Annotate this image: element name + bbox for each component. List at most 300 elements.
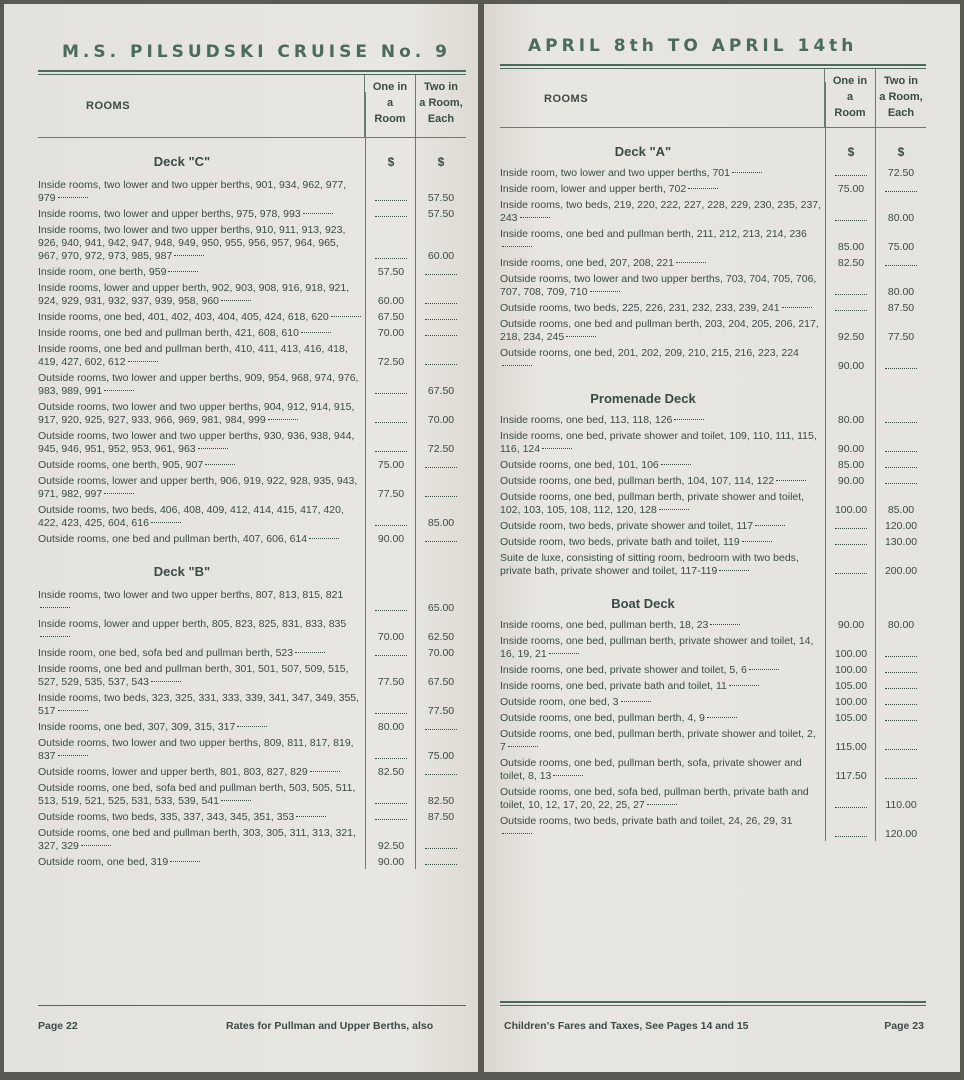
rate-one-in-room: [366, 602, 416, 615]
room-description: [38, 618, 366, 644]
room-description: [500, 430, 826, 456]
rate-row: [38, 827, 466, 853]
room-description-text: Outside rooms, one bed, pullman berth, private shower and toilet, 2, 7: [500, 728, 816, 753]
room-description: [38, 811, 366, 824]
rooms-header: ROOMS: [86, 100, 131, 112]
rate-row: [500, 183, 926, 196]
rate-two-in-room: 75.00: [427, 750, 455, 762]
rate-row: [500, 257, 926, 270]
room-description: [38, 533, 366, 546]
room-description: [38, 282, 366, 308]
room-description: [38, 647, 366, 660]
room-description-text: Inside rooms, one bed and pullman berth, 211, 212, 213, 214, 236: [500, 228, 807, 240]
rate-one-in-room: [826, 828, 876, 841]
rate-row: [38, 811, 466, 824]
rate-row: [38, 266, 466, 279]
two-in-room-header: [875, 69, 926, 127]
header-line: One in: [832, 75, 868, 87]
room-description-text: Inside rooms, lower and upper berth, 902, 903, 908, 916, 918, 921, 924, 929, 931, 932, 937, 939, 958, 960: [38, 282, 350, 307]
room-description-text: Outside rooms, lower and upper berth, 801, 803, 827, 829: [38, 766, 308, 778]
room-description: [500, 757, 826, 783]
room-description-text: Inside rooms, one bed, pullman berth, 18, 23: [500, 619, 709, 631]
rate-row: [38, 766, 466, 779]
room-description-text: Outside rooms, two lower and two upper berths, 930, 936, 938, 944, 945, 946, 951, 952, 953, 961, 963: [38, 430, 355, 455]
rate-two-in-room: 67.50: [427, 676, 455, 688]
leader-dots: [198, 448, 228, 449]
footer-rule: [500, 1001, 926, 1006]
rate-two-in-room: 72.50: [427, 443, 455, 455]
room-description: [500, 302, 826, 315]
leader-dots: [659, 509, 689, 510]
leader-dots: [502, 246, 532, 247]
rate-one-in-room: 75.00: [837, 183, 865, 195]
rate-one-in-room: [826, 565, 876, 578]
header-line: Two in: [883, 75, 918, 87]
room-description-text: Inside rooms, two beds, 323, 325, 331, 333, 339, 341, 347, 349, 355, 517: [38, 692, 360, 717]
rate-row: [500, 619, 926, 632]
room-description: [38, 459, 366, 472]
rate-one-in-room: [366, 443, 416, 456]
rate-two-in-room: 77.50: [887, 331, 915, 343]
room-description-text: Outside rooms, one bed, pullman berth, 4, 9: [500, 712, 705, 724]
currency-symbol: $: [847, 144, 855, 159]
room-description: [500, 536, 826, 549]
room-description-text: Outside rooms, two lower and upper berths, 909, 954, 968, 974, 976, 983, 989, 991: [38, 372, 359, 397]
room-description-text: Outside rooms, two beds, 335, 337, 343, 345, 351, 353: [38, 811, 295, 823]
rate-two-in-room: [876, 741, 926, 754]
room-description: [500, 520, 826, 533]
header-line: a Room,: [419, 97, 463, 109]
room-description-text: Outside rooms, one bed, sofa bed, pullman berth, private bath and toilet, 10, 12, 17, 20, 22, 25, 27: [500, 786, 809, 811]
room-description-text: Outside room, one bed, 319: [38, 856, 169, 868]
rate-two-in-room: 60.00: [427, 250, 455, 262]
room-description: [500, 815, 826, 841]
rate-row: [500, 302, 926, 315]
room-description: [500, 475, 826, 488]
room-description-text: Outside rooms, one bed, pullman berth, 104, 107, 114, 122: [500, 475, 775, 487]
rate-two-in-room: [876, 360, 926, 373]
leader-dots: [732, 172, 762, 173]
rate-row: [38, 208, 466, 221]
room-description-text: Inside room, lower and upper berth, 702: [500, 183, 687, 195]
room-description: [500, 459, 826, 472]
rate-row: [500, 318, 926, 344]
deck-name: Promenade Deck: [590, 391, 696, 406]
leader-dots: [710, 624, 740, 625]
rate-one-in-room: 85.00: [837, 241, 865, 253]
room-description: [500, 199, 826, 225]
currency-symbol: $: [387, 154, 395, 169]
room-description-text: Outside rooms, two lower and two upper berths, 904, 912, 914, 915, 917, 920, 925, 927, 933, 966, 969, 981, 984, 999: [38, 401, 355, 426]
room-description: [500, 635, 826, 661]
leader-dots: [566, 336, 596, 337]
table-header: [500, 69, 926, 128]
room-description-text: Outside rooms, one bed, pullman berth, private shower and toilet, 102, 103, 105, 108, 112, 120, 128: [500, 491, 805, 516]
rate-one-in-room: 90.00: [377, 856, 405, 868]
room-description: [500, 318, 826, 344]
rate-row: [38, 459, 466, 472]
rate-two-in-room: 70.00: [427, 414, 455, 426]
room-description: [38, 856, 366, 869]
rate-one-in-room: 72.50: [377, 356, 405, 368]
room-description: [500, 273, 826, 299]
rate-two-in-room: 120.00: [884, 828, 918, 840]
leader-dots: [296, 816, 326, 817]
rate-row: [500, 475, 926, 488]
footer-rule: [38, 1005, 466, 1006]
rate-row: [500, 680, 926, 693]
rate-one-in-room: 82.50: [377, 766, 405, 778]
rate-one-in-room: 100.00: [834, 664, 868, 676]
rate-row: [38, 475, 466, 501]
rate-one-in-room: [366, 750, 416, 763]
room-description: [38, 475, 366, 501]
rate-row: [500, 815, 926, 841]
rate-two-in-room: [876, 443, 926, 456]
leader-dots: [776, 480, 806, 481]
column-rule: [415, 92, 416, 869]
rate-one-in-room: 60.00: [377, 295, 405, 307]
rate-two-in-room: [876, 257, 926, 270]
leader-dots: [674, 419, 704, 420]
leader-dots: [742, 541, 772, 542]
room-description-text: Inside rooms, two beds, 219, 220, 222, 227, 228, 229, 230, 235, 237, 243: [500, 199, 822, 224]
rate-two-in-room: 65.00: [427, 602, 455, 614]
deck-name: Deck "A": [614, 144, 672, 159]
leader-dots: [309, 538, 339, 539]
rate-two-in-room: 200.00: [884, 565, 918, 577]
rate-row: [500, 712, 926, 725]
leader-dots: [621, 701, 651, 702]
rate-one-in-room: 90.00: [837, 619, 865, 631]
leader-dots: [508, 746, 538, 747]
room-description-text: Inside rooms, lower and upper berth, 805, 823, 825, 831, 833, 835: [38, 618, 347, 630]
room-description-text: Outside rooms, one bed and pullman berth, 407, 606, 614: [38, 533, 308, 545]
leader-dots: [590, 291, 620, 292]
room-description-text: Inside room, one berth, 959: [38, 266, 167, 278]
rate-one-in-room: [826, 167, 876, 180]
rate-one-in-room: [826, 286, 876, 299]
leader-dots: [707, 717, 737, 718]
room-description-text: Inside room, one bed, sofa bed and pullman berth, 523: [38, 647, 294, 659]
rooms-header: ROOMS: [544, 93, 589, 105]
page-title: APRIL 8th TO APRIL 14th: [528, 36, 858, 56]
room-description-text: Inside rooms, one bed, 307, 309, 315, 317: [38, 721, 236, 733]
rate-two-in-room: [416, 266, 466, 279]
leader-dots: [237, 726, 267, 727]
room-description: [500, 347, 826, 373]
rate-row: [38, 589, 466, 615]
rate-row: [38, 721, 466, 734]
rate-one-in-room: [366, 192, 416, 205]
rate-row: [38, 533, 466, 546]
leader-dots: [295, 652, 325, 653]
room-description-text: Outside rooms, two beds, private bath and toilet, 24, 26, 29, 31: [500, 815, 793, 827]
rate-one-in-room: [366, 208, 416, 221]
leader-dots: [782, 307, 812, 308]
rate-two-in-room: [416, 721, 466, 734]
header-line: a Room,: [879, 91, 923, 103]
column-rule: [825, 82, 826, 841]
room-description-text: Inside rooms, one bed, private shower and toilet, 5, 6: [500, 664, 747, 676]
rate-two-in-room: [876, 680, 926, 693]
rate-two-in-room: [876, 648, 926, 661]
rate-one-in-room: [366, 517, 416, 530]
room-description-text: Inside rooms, one bed, 207, 208, 221: [500, 257, 674, 269]
rate-row: [38, 343, 466, 369]
leader-dots: [542, 448, 572, 449]
rate-one-in-room: 100.00: [834, 504, 868, 516]
leader-dots: [151, 522, 181, 523]
room-description-text: Outside room, one bed, 3: [500, 696, 619, 708]
rate-one-in-room: [826, 302, 876, 315]
rate-one-in-room: 90.00: [837, 443, 865, 455]
room-description-text: Inside rooms, one bed, 113, 118, 126: [500, 414, 673, 426]
rate-one-in-room: [366, 811, 416, 824]
leader-dots: [647, 804, 677, 805]
leader-dots: [168, 271, 198, 272]
rate-two-in-room: [416, 766, 466, 779]
rates-table: [500, 69, 926, 841]
leader-dots: [549, 653, 579, 654]
room-description: [500, 167, 826, 180]
deck-name: Deck "C": [153, 154, 211, 169]
column-rule: [875, 82, 876, 841]
rate-two-in-room: [876, 475, 926, 488]
rate-one-in-room: 75.00: [377, 459, 405, 471]
deck-heading: [500, 596, 926, 611]
leader-dots: [310, 771, 340, 772]
rate-row: [500, 786, 926, 812]
room-description: [500, 786, 826, 812]
table-header: [38, 75, 466, 138]
leader-dots: [58, 755, 88, 756]
room-description: [500, 696, 826, 709]
leader-dots: [331, 316, 361, 317]
rate-row: [500, 520, 926, 533]
rate-two-in-room: [876, 183, 926, 196]
room-description-text: Inside rooms, one bed and pullman berth, 421, 608, 610: [38, 327, 299, 339]
rate-one-in-room: 77.50: [377, 488, 405, 500]
room-description: [38, 737, 366, 763]
header-line: a: [846, 91, 854, 103]
rate-one-in-room: [826, 799, 876, 812]
room-description: [38, 782, 366, 808]
room-description-text: Inside rooms, one bed, 401, 402, 403, 404, 405, 424, 618, 620: [38, 311, 329, 323]
leader-dots: [104, 493, 134, 494]
table-body: [38, 154, 466, 869]
rate-one-in-room: 115.00: [835, 741, 867, 753]
room-description: [500, 414, 826, 427]
leader-dots: [520, 217, 550, 218]
rate-two-in-room: 82.50: [427, 795, 455, 807]
rate-row: [38, 647, 466, 660]
column-rule: [365, 92, 366, 869]
leader-dots: [128, 361, 158, 362]
rate-two-in-room: [416, 533, 466, 546]
rate-one-in-room: 100.00: [834, 648, 868, 660]
room-description: [500, 491, 826, 517]
rate-two-in-room: 80.00: [887, 286, 915, 298]
room-description: [38, 401, 366, 427]
rate-row: [500, 491, 926, 517]
rate-row: [500, 536, 926, 549]
rate-two-in-room: [416, 356, 466, 369]
room-description-text: Outside rooms, two beds, 225, 226, 231, 232, 233, 239, 241: [500, 302, 780, 314]
room-description: [38, 311, 366, 324]
rate-one-in-room: 90.00: [377, 533, 405, 545]
leader-dots: [58, 710, 88, 711]
room-description: [38, 430, 366, 456]
room-description: [38, 589, 366, 615]
rate-two-in-room: [876, 414, 926, 427]
rate-two-in-room: 70.00: [427, 647, 455, 659]
room-description-text: Inside room, two lower and two upper berths, 701: [500, 167, 730, 179]
rate-row: [500, 347, 926, 373]
room-description-text: Outside rooms, one bed, pullman berth, sofa, private shower and toilet, 8, 13: [500, 757, 802, 782]
leader-dots: [301, 332, 331, 333]
rate-row: [38, 282, 466, 308]
leader-dots: [661, 464, 691, 465]
room-description-text: Outside rooms, two lower and two upper berths, 809, 811, 817, 819, 837: [38, 737, 354, 762]
leader-dots: [719, 570, 749, 571]
header-line: Each: [427, 113, 455, 125]
deck-heading: [38, 564, 466, 579]
rate-row: [38, 372, 466, 398]
rate-one-in-room: 85.00: [837, 459, 865, 471]
page-number: Page 22: [38, 1020, 78, 1032]
rate-two-in-room: [416, 295, 466, 308]
leader-dots: [205, 464, 235, 465]
rate-row: [500, 757, 926, 783]
table-body: [500, 144, 926, 841]
rate-row: [38, 224, 466, 263]
rate-one-in-room: [366, 414, 416, 427]
deck-heading: [500, 144, 926, 159]
header-line: One in: [372, 81, 408, 93]
room-description-text: Inside rooms, one bed, pullman berth, private shower and toilet, 14, 16, 19, 21: [500, 635, 814, 660]
leader-dots: [502, 365, 532, 366]
rate-one-in-room: 117.50: [835, 770, 867, 782]
room-description: [500, 619, 826, 632]
rate-row: [500, 728, 926, 754]
leader-dots: [502, 833, 532, 834]
rate-row: [500, 414, 926, 427]
rate-two-in-room: [876, 770, 926, 783]
rate-one-in-room: [366, 385, 416, 398]
room-description-text: Outside rooms, one berth, 905, 907: [38, 459, 204, 471]
room-description-text: Outside rooms, two lower and two upper berths, 703, 704, 705, 706, 707, 708, 709, 710: [500, 273, 817, 298]
leader-dots: [749, 669, 779, 670]
rate-one-in-room: 70.00: [377, 631, 405, 643]
leader-dots: [676, 262, 706, 263]
rate-one-in-room: [826, 536, 876, 549]
rate-two-in-room: [416, 840, 466, 853]
rate-row: [500, 228, 926, 254]
rate-one-in-room: 100.00: [834, 696, 868, 708]
rate-one-in-room: [826, 212, 876, 225]
rate-row: [38, 311, 466, 324]
room-description: [500, 728, 826, 754]
rate-two-in-room: [416, 488, 466, 501]
footer-note: Rates for Pullman and Upper Berths, also: [226, 1020, 434, 1032]
rate-two-in-room: [876, 459, 926, 472]
one-in-room-header: [364, 75, 415, 137]
rate-one-in-room: [366, 795, 416, 808]
rate-row: [38, 430, 466, 456]
room-description: [500, 228, 826, 254]
one-in-room-header: [824, 69, 875, 127]
currency-symbol: $: [897, 144, 905, 159]
room-description: [38, 224, 366, 263]
leader-dots: [729, 685, 759, 686]
leader-dots: [268, 419, 298, 420]
room-description: [38, 692, 366, 718]
header-line: Each: [887, 107, 915, 119]
room-description-text: Inside rooms, two lower and two upper berths, 901, 934, 962, 977, 979: [38, 179, 347, 204]
rate-row: [38, 856, 466, 869]
deck-name: Deck "B": [153, 564, 211, 579]
leader-dots: [151, 681, 181, 682]
rate-one-in-room: 105.00: [834, 680, 868, 692]
deck-heading: [38, 154, 466, 169]
rate-one-in-room: 92.50: [837, 331, 865, 343]
rate-two-in-room: 110.00: [885, 799, 917, 811]
header-line: Room: [374, 113, 406, 125]
room-description: [500, 712, 826, 725]
room-description-text: Outside rooms, one bed, 101, 106: [500, 459, 659, 471]
leader-dots: [174, 255, 204, 256]
rate-row: [38, 618, 466, 644]
rate-two-in-room: [416, 459, 466, 472]
two-in-room-header: [415, 75, 466, 137]
rate-row: [500, 273, 926, 299]
rate-two-in-room: 57.50: [427, 192, 455, 204]
rate-two-in-room: [416, 311, 466, 324]
room-description: [500, 552, 826, 578]
rate-row: [38, 401, 466, 427]
rate-two-in-room: [876, 712, 926, 725]
rate-one-in-room: 90.00: [837, 475, 865, 487]
rate-one-in-room: 82.50: [837, 257, 865, 269]
rate-two-in-room: 57.50: [427, 208, 455, 220]
rate-row: [500, 552, 926, 578]
rate-row: [500, 459, 926, 472]
rate-one-in-room: 90.00: [837, 360, 865, 372]
room-description: [38, 663, 366, 689]
room-description-text: Inside rooms, one bed and pullman berth, 410, 411, 413, 416, 418, 419, 427, 602, 612: [38, 343, 348, 368]
leader-dots: [40, 607, 70, 608]
rate-two-in-room: 77.50: [427, 705, 455, 717]
rate-one-in-room: 80.00: [837, 414, 865, 426]
deck-heading: [500, 391, 926, 406]
rate-two-in-room: 87.50: [427, 811, 455, 823]
room-description-text: Suite de luxe, consisting of sitting room, bedroom with two beds, private bath, private shower and toilet, 117-119: [500, 552, 799, 577]
rate-one-in-room: 77.50: [377, 676, 405, 688]
rate-one-in-room: 92.50: [377, 840, 405, 852]
rate-row: [500, 199, 926, 225]
room-description-text: Inside rooms, two lower and two upper berths, 807, 813, 815, 821: [38, 589, 344, 601]
rate-row: [38, 504, 466, 530]
rate-two-in-room: [876, 696, 926, 709]
rate-row: [38, 692, 466, 718]
leader-dots: [40, 636, 70, 637]
rate-row: [38, 737, 466, 763]
rate-row: [500, 167, 926, 180]
leader-dots: [104, 390, 134, 391]
rate-row: [500, 635, 926, 661]
leader-dots: [221, 800, 251, 801]
